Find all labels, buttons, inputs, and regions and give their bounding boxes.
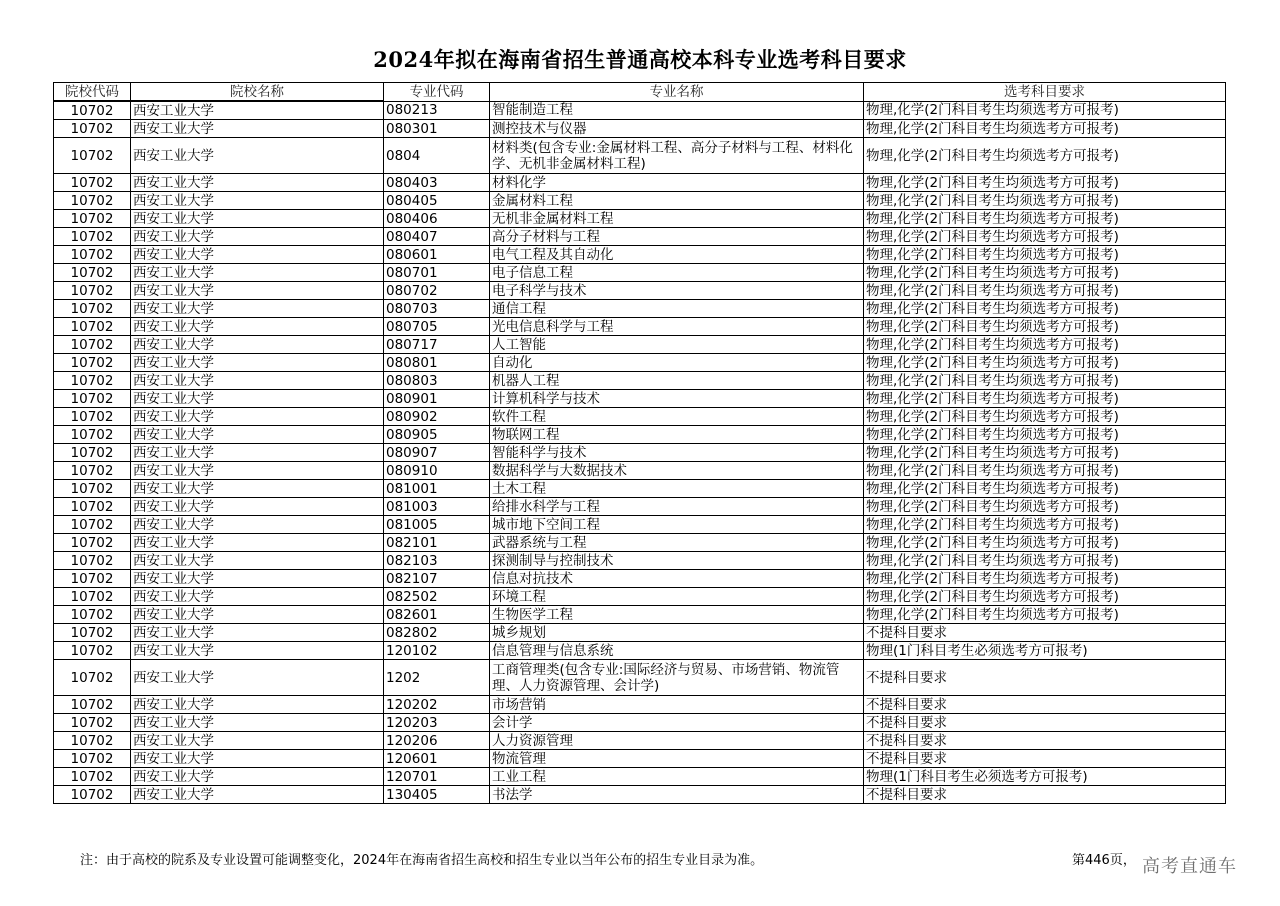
major-code-cell: 082107	[384, 570, 490, 588]
major-code-cell: 120102	[384, 642, 490, 660]
requirement-cell: 物理,化学(2门科目考生均须选考方可报考)	[864, 462, 1226, 480]
school-name-cell: 西安工业大学	[131, 444, 384, 462]
school-name-cell: 西安工业大学	[131, 101, 384, 120]
school-name-cell: 西安工业大学	[131, 246, 384, 264]
table-row	[54, 750, 1226, 768]
requirement-cell: 物理,化学(2门科目考生均须选考方可报考)	[864, 552, 1226, 570]
school-code-cell: 10702	[54, 300, 131, 318]
major-name-cell: 数据科学与大数据技术	[490, 462, 864, 480]
requirement-cell: 物理,化学(2门科目考生均须选考方可报考)	[864, 282, 1226, 300]
requirements-table	[53, 82, 1226, 804]
major-name-cell: 生物医学工程	[490, 606, 864, 624]
requirement-cell: 物理,化学(2门科目考生均须选考方可报考)	[864, 120, 1226, 138]
major-name-cell: 金属材料工程	[490, 192, 864, 210]
school-code-cell: 10702	[54, 786, 131, 804]
school-name-cell: 西安工业大学	[131, 264, 384, 282]
requirement-cell: 物理(1门科目考生必须选考方可报考)	[864, 642, 1226, 660]
school-code-cell: 10702	[54, 101, 131, 120]
school-code-cell: 10702	[54, 696, 131, 714]
table-row	[54, 138, 1226, 174]
table-row	[54, 228, 1226, 246]
major-name-cell: 物联网工程	[490, 426, 864, 444]
requirement-cell: 物理,化学(2门科目考生均须选考方可报考)	[864, 246, 1226, 264]
requirement-cell: 物理,化学(2门科目考生均须选考方可报考)	[864, 228, 1226, 246]
school-code-cell: 10702	[54, 426, 131, 444]
school-code-cell: 10702	[54, 138, 131, 174]
table-row	[54, 246, 1226, 264]
school-code-cell: 10702	[54, 282, 131, 300]
watermark: 高考直通车	[1142, 856, 1237, 877]
requirement-cell: 不提科目要求	[864, 696, 1226, 714]
major-code-cell: 120206	[384, 732, 490, 750]
major-code-cell: 080702	[384, 282, 490, 300]
major-name-cell: 智能科学与技术	[490, 444, 864, 462]
school-code-cell: 10702	[54, 390, 131, 408]
school-code-cell: 10702	[54, 444, 131, 462]
footer-note: 注：由于高校的院系及专业设置可能调整变化，2024年在海南省招生高校和招生专业以当年公布的招生专业目录为准。	[80, 853, 764, 868]
requirement-cell: 物理,化学(2门科目考生均须选考方可报考)	[864, 210, 1226, 228]
requirement-cell: 不提科目要求	[864, 786, 1226, 804]
table-row	[54, 444, 1226, 462]
school-code-cell: 10702	[54, 642, 131, 660]
major-name-cell: 会计学	[490, 714, 864, 732]
school-name-cell: 西安工业大学	[131, 228, 384, 246]
major-code-cell: 080717	[384, 336, 490, 354]
school-code-cell: 10702	[54, 588, 131, 606]
major-name-cell: 通信工程	[490, 300, 864, 318]
major-code-cell: 080406	[384, 210, 490, 228]
table-row	[54, 354, 1226, 372]
header-major-code: 专业代码	[384, 83, 490, 102]
major-name-cell: 工业工程	[490, 768, 864, 786]
major-name-cell: 工商管理类(包含专业:国际经济与贸易、市场营销、物流管理、人力资源管理、会计学)	[490, 660, 864, 696]
major-code-cell: 080703	[384, 300, 490, 318]
school-name-cell: 西安工业大学	[131, 624, 384, 642]
table-row	[54, 606, 1226, 624]
school-name-cell: 西安工业大学	[131, 426, 384, 444]
major-code-cell: 080801	[384, 354, 490, 372]
table-row	[54, 408, 1226, 426]
major-name-cell: 自动化	[490, 354, 864, 372]
major-name-cell: 给排水科学与工程	[490, 498, 864, 516]
major-code-cell: 082802	[384, 624, 490, 642]
major-code-cell: 080803	[384, 372, 490, 390]
major-name-cell: 计算机科学与技术	[490, 390, 864, 408]
major-name-cell: 书法学	[490, 786, 864, 804]
table-header-row	[54, 83, 1226, 102]
requirement-cell: 物理(1门科目考生必须选考方可报考)	[864, 768, 1226, 786]
school-name-cell: 西安工业大学	[131, 714, 384, 732]
school-code-cell: 10702	[54, 624, 131, 642]
header-subject-requirement: 选考科目要求	[864, 83, 1226, 102]
major-code-cell: 120202	[384, 696, 490, 714]
major-code-cell: 082601	[384, 606, 490, 624]
major-name-cell: 城市地下空间工程	[490, 516, 864, 534]
table-row	[54, 786, 1226, 804]
major-code-cell: 080403	[384, 174, 490, 192]
major-code-cell: 120203	[384, 714, 490, 732]
requirement-cell: 物理,化学(2门科目考生均须选考方可报考)	[864, 174, 1226, 192]
school-code-cell: 10702	[54, 462, 131, 480]
major-code-cell: 080705	[384, 318, 490, 336]
page-number: 第446页，	[1072, 853, 1136, 868]
school-code-cell: 10702	[54, 264, 131, 282]
table-row	[54, 318, 1226, 336]
requirement-cell: 物理,化学(2门科目考生均须选考方可报考)	[864, 516, 1226, 534]
requirement-cell: 物理,化学(2门科目考生均须选考方可报考)	[864, 354, 1226, 372]
school-code-cell: 10702	[54, 336, 131, 354]
school-name-cell: 西安工业大学	[131, 120, 384, 138]
school-name-cell: 西安工业大学	[131, 480, 384, 498]
school-name-cell: 西安工业大学	[131, 750, 384, 768]
table-row	[54, 624, 1226, 642]
school-name-cell: 西安工业大学	[131, 282, 384, 300]
major-code-cell: 080905	[384, 426, 490, 444]
table-row	[54, 336, 1226, 354]
school-code-cell: 10702	[54, 660, 131, 696]
major-name-cell: 人工智能	[490, 336, 864, 354]
requirement-cell: 物理,化学(2门科目考生均须选考方可报考)	[864, 570, 1226, 588]
major-code-cell: 080902	[384, 408, 490, 426]
major-code-cell: 081005	[384, 516, 490, 534]
school-code-cell: 10702	[54, 246, 131, 264]
major-name-cell: 人力资源管理	[490, 732, 864, 750]
major-code-cell: 081001	[384, 480, 490, 498]
school-name-cell: 西安工业大学	[131, 534, 384, 552]
school-code-cell: 10702	[54, 768, 131, 786]
major-code-cell: 082101	[384, 534, 490, 552]
table-row	[54, 192, 1226, 210]
requirement-cell: 不提科目要求	[864, 750, 1226, 768]
school-code-cell: 10702	[54, 570, 131, 588]
school-code-cell: 10702	[54, 714, 131, 732]
table-row	[54, 282, 1226, 300]
major-code-cell: 080701	[384, 264, 490, 282]
table-row	[54, 732, 1226, 750]
requirement-cell: 物理,化学(2门科目考生均须选考方可报考)	[864, 498, 1226, 516]
table-row	[54, 714, 1226, 732]
table-row	[54, 696, 1226, 714]
school-name-cell: 西安工业大学	[131, 732, 384, 750]
table-row	[54, 552, 1226, 570]
school-name-cell: 西安工业大学	[131, 696, 384, 714]
major-name-cell: 武器系统与工程	[490, 534, 864, 552]
school-name-cell: 西安工业大学	[131, 768, 384, 786]
requirement-cell: 物理,化学(2门科目考生均须选考方可报考)	[864, 426, 1226, 444]
school-code-cell: 10702	[54, 210, 131, 228]
requirement-cell: 物理,化学(2门科目考生均须选考方可报考)	[864, 192, 1226, 210]
school-name-cell: 西安工业大学	[131, 606, 384, 624]
school-code-cell: 10702	[54, 516, 131, 534]
school-name-cell: 西安工业大学	[131, 516, 384, 534]
major-name-cell: 测控技术与仪器	[490, 120, 864, 138]
school-name-cell: 西安工业大学	[131, 192, 384, 210]
school-name-cell: 西安工业大学	[131, 462, 384, 480]
table-row	[54, 588, 1226, 606]
school-name-cell: 西安工业大学	[131, 300, 384, 318]
table-row	[54, 642, 1226, 660]
major-code-cell: 080407	[384, 228, 490, 246]
table-row	[54, 462, 1226, 480]
school-name-cell: 西安工业大学	[131, 408, 384, 426]
school-code-cell: 10702	[54, 318, 131, 336]
requirement-cell: 物理,化学(2门科目考生均须选考方可报考)	[864, 444, 1226, 462]
requirement-cell: 不提科目要求	[864, 624, 1226, 642]
major-code-cell: 080213	[384, 101, 490, 120]
school-name-cell: 西安工业大学	[131, 336, 384, 354]
requirement-cell: 物理,化学(2门科目考生均须选考方可报考)	[864, 318, 1226, 336]
requirement-cell: 物理,化学(2门科目考生均须选考方可报考)	[864, 264, 1226, 282]
requirement-cell: 物理,化学(2门科目考生均须选考方可报考)	[864, 300, 1226, 318]
requirement-cell: 物理,化学(2门科目考生均须选考方可报考)	[864, 372, 1226, 390]
table-row	[54, 120, 1226, 138]
major-name-cell: 信息管理与信息系统	[490, 642, 864, 660]
major-code-cell: 080601	[384, 246, 490, 264]
table-row	[54, 101, 1226, 120]
school-name-cell: 西安工业大学	[131, 552, 384, 570]
school-name-cell: 西安工业大学	[131, 786, 384, 804]
major-code-cell: 080907	[384, 444, 490, 462]
major-code-cell: 080405	[384, 192, 490, 210]
table-row	[54, 372, 1226, 390]
major-name-cell: 市场营销	[490, 696, 864, 714]
major-name-cell: 探测制导与控制技术	[490, 552, 864, 570]
major-code-cell: 081003	[384, 498, 490, 516]
school-code-cell: 10702	[54, 732, 131, 750]
school-code-cell: 10702	[54, 750, 131, 768]
school-code-cell: 10702	[54, 408, 131, 426]
requirement-cell: 物理,化学(2门科目考生均须选考方可报考)	[864, 480, 1226, 498]
major-name-cell: 高分子材料与工程	[490, 228, 864, 246]
table-row	[54, 534, 1226, 552]
table-row	[54, 480, 1226, 498]
major-code-cell: 082502	[384, 588, 490, 606]
table-row	[54, 264, 1226, 282]
table-row	[54, 426, 1226, 444]
school-name-cell: 西安工业大学	[131, 570, 384, 588]
school-code-cell: 10702	[54, 498, 131, 516]
table-row	[54, 570, 1226, 588]
table-row	[54, 174, 1226, 192]
major-name-cell: 电气工程及其自动化	[490, 246, 864, 264]
school-code-cell: 10702	[54, 174, 131, 192]
school-code-cell: 10702	[54, 534, 131, 552]
major-name-cell: 环境工程	[490, 588, 864, 606]
requirement-cell: 物理,化学(2门科目考生均须选考方可报考)	[864, 336, 1226, 354]
school-name-cell: 西安工业大学	[131, 642, 384, 660]
requirement-cell: 物理,化学(2门科目考生均须选考方可报考)	[864, 588, 1226, 606]
major-code-cell: 082103	[384, 552, 490, 570]
major-code-cell: 080910	[384, 462, 490, 480]
school-code-cell: 10702	[54, 480, 131, 498]
major-code-cell: 080301	[384, 120, 490, 138]
school-name-cell: 西安工业大学	[131, 372, 384, 390]
major-code-cell: 120601	[384, 750, 490, 768]
major-code-cell: 120701	[384, 768, 490, 786]
requirement-cell: 物理,化学(2门科目考生均须选考方可报考)	[864, 534, 1226, 552]
requirement-cell: 不提科目要求	[864, 732, 1226, 750]
table-body	[54, 101, 1226, 804]
major-code-cell: 1202	[384, 660, 490, 696]
header-school-name: 院校名称	[131, 83, 384, 102]
school-name-cell: 西安工业大学	[131, 174, 384, 192]
school-code-cell: 10702	[54, 606, 131, 624]
requirement-cell: 物理,化学(2门科目考生均须选考方可报考)	[864, 408, 1226, 426]
requirement-cell: 物理,化学(2门科目考生均须选考方可报考)	[864, 390, 1226, 408]
document-title: 2024年拟在海南省招生普通高校本科专业选考科目要求	[373, 47, 907, 72]
major-name-cell: 智能制造工程	[490, 101, 864, 120]
header-major-name: 专业名称	[490, 83, 864, 102]
table-row	[54, 498, 1226, 516]
school-name-cell: 西安工业大学	[131, 498, 384, 516]
school-code-cell: 10702	[54, 120, 131, 138]
school-code-cell: 10702	[54, 354, 131, 372]
major-code-cell: 130405	[384, 786, 490, 804]
major-name-cell: 机器人工程	[490, 372, 864, 390]
requirement-cell: 物理,化学(2门科目考生均须选考方可报考)	[864, 138, 1226, 174]
requirement-cell: 物理,化学(2门科目考生均须选考方可报考)	[864, 606, 1226, 624]
requirement-cell: 不提科目要求	[864, 714, 1226, 732]
requirement-cell: 物理,化学(2门科目考生均须选考方可报考)	[864, 101, 1226, 120]
table-row	[54, 516, 1226, 534]
school-name-cell: 西安工业大学	[131, 660, 384, 696]
requirement-cell: 不提科目要求	[864, 660, 1226, 696]
major-name-cell: 信息对抗技术	[490, 570, 864, 588]
major-name-cell: 物流管理	[490, 750, 864, 768]
school-code-cell: 10702	[54, 228, 131, 246]
table-row	[54, 768, 1226, 786]
major-name-cell: 材料类(包含专业:金属材料工程、高分子材料与工程、材料化学、无机非金属材料工程)	[490, 138, 864, 174]
major-name-cell: 城乡规划	[490, 624, 864, 642]
school-code-cell: 10702	[54, 552, 131, 570]
school-name-cell: 西安工业大学	[131, 318, 384, 336]
major-code-cell: 0804	[384, 138, 490, 174]
major-code-cell: 080901	[384, 390, 490, 408]
school-name-cell: 西安工业大学	[131, 210, 384, 228]
major-name-cell: 土木工程	[490, 480, 864, 498]
header-school-code: 院校代码	[54, 83, 131, 102]
school-code-cell: 10702	[54, 372, 131, 390]
table-row	[54, 210, 1226, 228]
major-name-cell: 材料化学	[490, 174, 864, 192]
table-row	[54, 300, 1226, 318]
major-name-cell: 无机非金属材料工程	[490, 210, 864, 228]
school-name-cell: 西安工业大学	[131, 588, 384, 606]
school-name-cell: 西安工业大学	[131, 390, 384, 408]
table-row	[54, 390, 1226, 408]
school-name-cell: 西安工业大学	[131, 354, 384, 372]
school-code-cell: 10702	[54, 192, 131, 210]
major-name-cell: 光电信息科学与工程	[490, 318, 864, 336]
school-name-cell: 西安工业大学	[131, 138, 384, 174]
major-name-cell: 电子科学与技术	[490, 282, 864, 300]
major-name-cell: 电子信息工程	[490, 264, 864, 282]
table-row	[54, 660, 1226, 696]
major-name-cell: 软件工程	[490, 408, 864, 426]
